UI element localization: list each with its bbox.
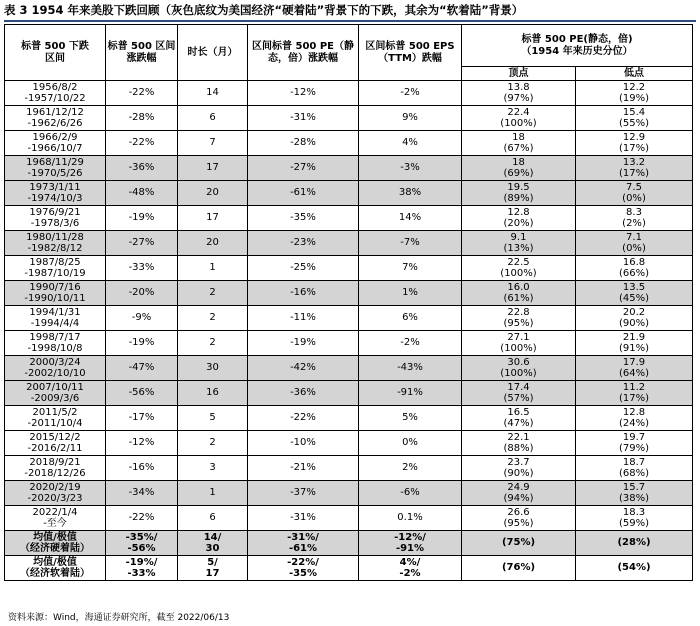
duration-cell: 17 [178, 156, 248, 181]
summary-peak-cell: (76%) [462, 556, 576, 581]
header-peak: 顶点 [462, 67, 576, 81]
period-cell: 2018/9/21 -2018/12/26 [5, 456, 106, 481]
summary-trough-cell: (54%) [576, 556, 693, 581]
peak-pe-cell: 9.1 (13%) [462, 231, 576, 256]
trough-pe-cell: 19.7 (79%) [576, 431, 693, 456]
table-row [5, 106, 693, 131]
trough-pe-cell: 15.4 (55%) [576, 106, 693, 131]
summary-pe-change-cell: -31%/ -61% [248, 531, 359, 556]
pe-change-cell: -35% [248, 206, 359, 231]
header-duration: 时长（月） [178, 25, 248, 81]
change-cell: -48% [106, 181, 178, 206]
change-cell: -47% [106, 356, 178, 381]
header-eps-change: 区间标普 500 EPS （TTM）跌幅 [359, 25, 462, 81]
peak-pe-cell: 22.8 (95%) [462, 306, 576, 331]
summary-label-cell: 均值/极值 （经济软着陆） [5, 556, 106, 581]
period-cell: 2007/10/11 -2009/3/6 [5, 381, 106, 406]
duration-cell: 3 [178, 456, 248, 481]
summary-trough-cell: (28%) [576, 531, 693, 556]
trough-pe-cell: 15.7 (38%) [576, 481, 693, 506]
summary-label-cell: 均值/极值 （经济硬着陆） [5, 531, 106, 556]
change-cell: -22% [106, 506, 178, 531]
trough-pe-cell: 21.9 (91%) [576, 331, 693, 356]
pe-change-cell: -16% [248, 281, 359, 306]
pe-change-cell: -23% [248, 231, 359, 256]
trough-pe-cell: 18.3 (59%) [576, 506, 693, 531]
eps-change-cell: -6% [359, 481, 462, 506]
trough-pe-cell: 17.9 (64%) [576, 356, 693, 381]
header-trough: 低点 [576, 67, 693, 81]
trough-pe-cell: 13.5 (45%) [576, 281, 693, 306]
change-cell: -20% [106, 281, 178, 306]
eps-change-cell: 0.1% [359, 506, 462, 531]
duration-cell: 6 [178, 106, 248, 131]
trough-pe-cell: 16.8 (66%) [576, 256, 693, 281]
peak-pe-cell: 22.1 (88%) [462, 431, 576, 456]
period-cell: 1973/1/11 -1974/10/3 [5, 181, 106, 206]
summary-eps-change-cell: 4%/ -2% [359, 556, 462, 581]
table-row [5, 131, 693, 156]
table-row [5, 331, 693, 356]
peak-pe-cell: 12.8 (20%) [462, 206, 576, 231]
summary-peak-cell: (75%) [462, 531, 576, 556]
change-cell: -9% [106, 306, 178, 331]
peak-pe-cell: 22.4 (100%) [462, 106, 576, 131]
eps-change-cell: -91% [359, 381, 462, 406]
eps-change-cell: 7% [359, 256, 462, 281]
table-row [5, 306, 693, 331]
period-cell: 2000/3/24 -2002/10/10 [5, 356, 106, 381]
change-cell: -36% [106, 156, 178, 181]
period-cell: 1994/1/31 -1994/4/4 [5, 306, 106, 331]
eps-change-cell: 6% [359, 306, 462, 331]
duration-cell: 2 [178, 431, 248, 456]
eps-change-cell: -2% [359, 331, 462, 356]
duration-cell: 6 [178, 506, 248, 531]
change-cell: -12% [106, 431, 178, 456]
table-body [5, 81, 693, 581]
summary-eps-change-cell: -12%/ -91% [359, 531, 462, 556]
pe-change-cell: -25% [248, 256, 359, 281]
pe-change-cell: -31% [248, 106, 359, 131]
summary-pe-change-cell: -22%/ -35% [248, 556, 359, 581]
summary-duration-cell: 14/ 30 [178, 531, 248, 556]
duration-cell: 14 [178, 81, 248, 106]
duration-cell: 1 [178, 481, 248, 506]
pe-change-cell: -11% [248, 306, 359, 331]
trough-pe-cell: 12.2 (19%) [576, 81, 693, 106]
table-row [5, 181, 693, 206]
peak-pe-cell: 16.5 (47%) [462, 406, 576, 431]
table-row [5, 456, 693, 481]
period-cell: 2020/2/19 -2020/3/23 [5, 481, 106, 506]
duration-cell: 20 [178, 231, 248, 256]
pe-change-cell: -31% [248, 506, 359, 531]
peak-pe-cell: 18 (69%) [462, 156, 576, 181]
table-row [5, 281, 693, 306]
header-period: 标普 500 下跌 区间 [5, 25, 106, 81]
pe-change-cell: -36% [248, 381, 359, 406]
eps-change-cell: 4% [359, 131, 462, 156]
duration-cell: 2 [178, 281, 248, 306]
pe-change-cell: -22% [248, 406, 359, 431]
pe-change-cell: -10% [248, 431, 359, 456]
change-cell: -56% [106, 381, 178, 406]
peak-pe-cell: 17.4 (57%) [462, 381, 576, 406]
change-cell: -33% [106, 256, 178, 281]
peak-pe-cell: 16.0 (61%) [462, 281, 576, 306]
pe-change-cell: -12% [248, 81, 359, 106]
summary-row [5, 531, 693, 556]
eps-change-cell: 38% [359, 181, 462, 206]
peak-pe-cell: 26.6 (95%) [462, 506, 576, 531]
eps-change-cell: -7% [359, 231, 462, 256]
pe-change-cell: -19% [248, 331, 359, 356]
pe-change-cell: -37% [248, 481, 359, 506]
summary-row [5, 556, 693, 581]
trough-pe-cell: 7.1 (0%) [576, 231, 693, 256]
period-cell: 2011/5/2 -2011/10/4 [5, 406, 106, 431]
trough-pe-cell: 7.5 (0%) [576, 181, 693, 206]
table-row [5, 506, 693, 531]
change-cell: -28% [106, 106, 178, 131]
eps-change-cell: 1% [359, 281, 462, 306]
table-row [5, 231, 693, 256]
change-cell: -19% [106, 331, 178, 356]
duration-cell: 30 [178, 356, 248, 381]
peak-pe-cell: 24.9 (94%) [462, 481, 576, 506]
change-cell: -22% [106, 131, 178, 156]
eps-change-cell: 0% [359, 431, 462, 456]
pe-change-cell: -42% [248, 356, 359, 381]
trough-pe-cell: 8.3 (2%) [576, 206, 693, 231]
table-row [5, 206, 693, 231]
peak-pe-cell: 19.5 (89%) [462, 181, 576, 206]
source-note: 资料来源：Wind，海通证券研究所，截至 2022/06/13 [8, 613, 230, 623]
table-row [5, 431, 693, 456]
period-cell: 2015/12/2 -2016/2/11 [5, 431, 106, 456]
duration-cell: 2 [178, 306, 248, 331]
summary-duration-cell: 5/ 17 [178, 556, 248, 581]
header-change: 标普 500 区间 涨跌幅 [106, 25, 178, 81]
pe-change-cell: -28% [248, 131, 359, 156]
table-row [5, 156, 693, 181]
pe-change-cell: -21% [248, 456, 359, 481]
table-row [5, 481, 693, 506]
change-cell: -16% [106, 456, 178, 481]
change-cell: -27% [106, 231, 178, 256]
header-pe-percentile: 标普 500 PE(静态，倍) （1954 年来历史分位） [462, 25, 693, 67]
period-cell: 1987/8/25 -1987/10/19 [5, 256, 106, 281]
sp500-decline-table [4, 24, 693, 581]
trough-pe-cell: 11.2 (17%) [576, 381, 693, 406]
pe-change-cell: -61% [248, 181, 359, 206]
change-cell: -22% [106, 81, 178, 106]
eps-change-cell: 5% [359, 406, 462, 431]
duration-cell: 5 [178, 406, 248, 431]
eps-change-cell: 14% [359, 206, 462, 231]
summary-change-cell: -19%/ -33% [106, 556, 178, 581]
duration-cell: 1 [178, 256, 248, 281]
table-row [5, 381, 693, 406]
trough-pe-cell: 18.7 (68%) [576, 456, 693, 481]
duration-cell: 16 [178, 381, 248, 406]
period-cell: 1966/2/9 -1966/10/7 [5, 131, 106, 156]
eps-change-cell: 9% [359, 106, 462, 131]
change-cell: -19% [106, 206, 178, 231]
pe-change-cell: -27% [248, 156, 359, 181]
table-row [5, 356, 693, 381]
summary-change-cell: -35%/ -56% [106, 531, 178, 556]
trough-pe-cell: 13.2 (17%) [576, 156, 693, 181]
change-cell: -17% [106, 406, 178, 431]
period-cell: 1980/11/28 -1982/8/12 [5, 231, 106, 256]
duration-cell: 17 [178, 206, 248, 231]
period-cell: 1976/9/21 -1978/3/6 [5, 206, 106, 231]
period-cell: 2022/1/4 -至今 [5, 506, 106, 531]
period-cell: 1990/7/16 -1990/10/11 [5, 281, 106, 306]
eps-change-cell: -43% [359, 356, 462, 381]
eps-change-cell: -3% [359, 156, 462, 181]
trough-pe-cell: 12.9 (17%) [576, 131, 693, 156]
period-cell: 1961/12/12 -1962/6/26 [5, 106, 106, 131]
peak-pe-cell: 18 (67%) [462, 131, 576, 156]
table-row [5, 256, 693, 281]
change-cell: -34% [106, 481, 178, 506]
period-cell: 1998/7/17 -1998/10/8 [5, 331, 106, 356]
table-row [5, 81, 693, 106]
peak-pe-cell: 23.7 (90%) [462, 456, 576, 481]
duration-cell: 20 [178, 181, 248, 206]
trough-pe-cell: 20.2 (90%) [576, 306, 693, 331]
duration-cell: 7 [178, 131, 248, 156]
table-title: 表 3 1954 年来美股下跌回顾（灰色底纹为美国经济“硬着陆”背景下的下跌，其余为“软着陆”背景） [4, 0, 696, 22]
eps-change-cell: 2% [359, 456, 462, 481]
duration-cell: 2 [178, 331, 248, 356]
period-cell: 1968/11/29 -1970/5/26 [5, 156, 106, 181]
table-row [5, 406, 693, 431]
peak-pe-cell: 13.8 (97%) [462, 81, 576, 106]
header-pe-change: 区间标普 500 PE（静 态，倍）涨跌幅 [248, 25, 359, 81]
peak-pe-cell: 27.1 (100%) [462, 331, 576, 356]
peak-pe-cell: 22.5 (100%) [462, 256, 576, 281]
eps-change-cell: -2% [359, 81, 462, 106]
trough-pe-cell: 12.8 (24%) [576, 406, 693, 431]
period-cell: 1956/8/2 -1957/10/22 [5, 81, 106, 106]
peak-pe-cell: 30.6 (100%) [462, 356, 576, 381]
